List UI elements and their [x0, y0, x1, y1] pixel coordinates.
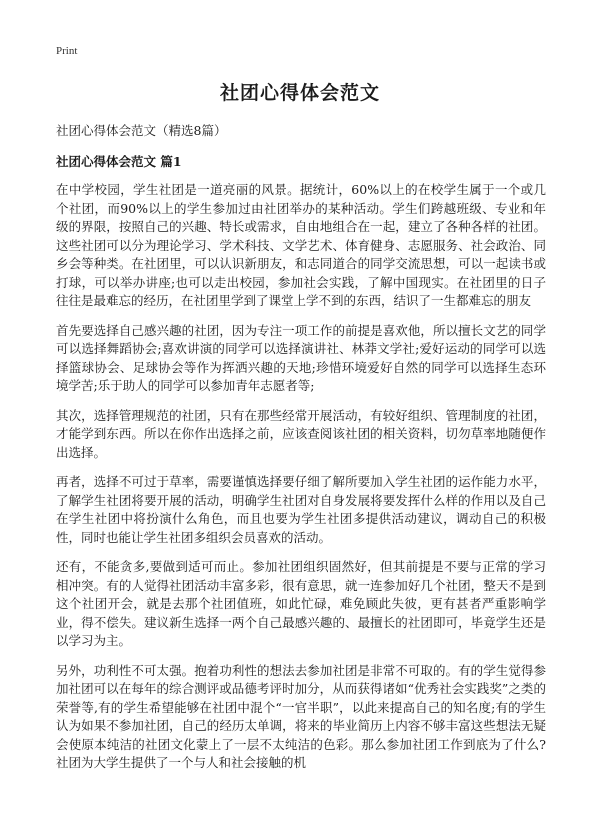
- page-title: 社团心得体会范文: [219, 82, 380, 104]
- paragraph: 再者，选择不可过于草率，需要谨慎选择要仔细了解所要加入学生社团的运作能力水平，了解学生社团将要开展的活动，明确学生社团对自身发展将要发挥什么样的作用以及自己在学生社团中将扮演什么角色，而且也要为学生社团多提供活动建议，调动自己的积极性，同时也能让学生社团多组织会员喜欢的活动。: [56, 474, 546, 545]
- paragraph: 其次，选择管理规范的社团，只有在那些经常开展活动，有较好组织、管理制度的社团，才能学到东西。所以在你作出选择之前，应该查阅该社团的相关资料，切勿草率地随便作出选择。: [56, 407, 546, 460]
- paragraph: 另外，功利性不可太强。抱着功利性的想法去参加社团是非常不可取的。有的学生觉得参加社团可以在每年的综合测评或品德考评时加分，从而获得诸如“优秀社会实践奖”之类的荣誉等,有的学生希望能够在社团中混个“一官半职”，以此来提高自己的知名度;有的学生认为如果不参加社团，自己的经历太单调，将来的毕业简历上内容不够丰富这些想法无疑会使原本纯洁的社团文化蒙上了一层不太纯洁的色彩。那么参加社团工作到底为了什么?社团为大学生提供了一个与人和社会接触的机: [56, 662, 546, 770]
- print-link[interactable]: Print: [56, 45, 78, 57]
- article-body: [56, 181, 546, 784]
- paragraph: 在中学校园，学生社团是一道亮丽的风景。据统计，60%以上的在校学生属于一个或几个社团，而90%以上的学生参加过由社团举办的某种活动。学生们跨越班级、专业和年级的界限，按照自己的兴趣、特长或需求，自由地组合在一起，建立了各种各样的社团。这些社团可以分为理论学习、学术科技、文学艺术、体育健身、志愿服务、社会政治、同乡会等种类。在社团里，可以认识新朋友，和志同道合的同学交流思想，可以一起读书或打球，可以举办讲座;也可以走出校园，参加社会实践，了解中国现实。在社团里的日子往往是最难忘的经历，在社团里学到了课堂上学不到的东西，结识了一生都难忘的朋友: [56, 182, 546, 308]
- document-subtitle: 社团心得体会范文（精选8篇）: [56, 123, 227, 138]
- section-heading: 社团心得体会范文 篇1: [56, 154, 182, 169]
- paragraph: 还有，不能贪多,要做到适可而止。参加社团组织固然好，但其前提是不要与正常的学习相冲突。有的人觉得社团活动丰富多彩，很有意思，就一连参加好几个社团，整天不是到这个社团开会，就是去那个社团值班，如此忙碌，难免顾此失彼，更有甚者严重影响学业，得不偿失。建议新生选择一两个自己最感兴趣的、最擅长的社团即可，毕竟学生还是以学习为主。: [56, 559, 546, 648]
- paragraph: 首先要选择自己感兴趣的社团，因为专注一项工作的前提是喜欢他，所以擅长文艺的同学可以选择舞蹈协会;喜欢讲演的同学可以选择演讲社、林莽文学社;爱好运动的同学可以选择篮球协会、足球协会等作为挥洒兴趣的天地;珍惜环境爱好自然的同学可以选择生态环境学苦;乐于助人的同学可以参加青年志愿者等;: [56, 322, 546, 393]
